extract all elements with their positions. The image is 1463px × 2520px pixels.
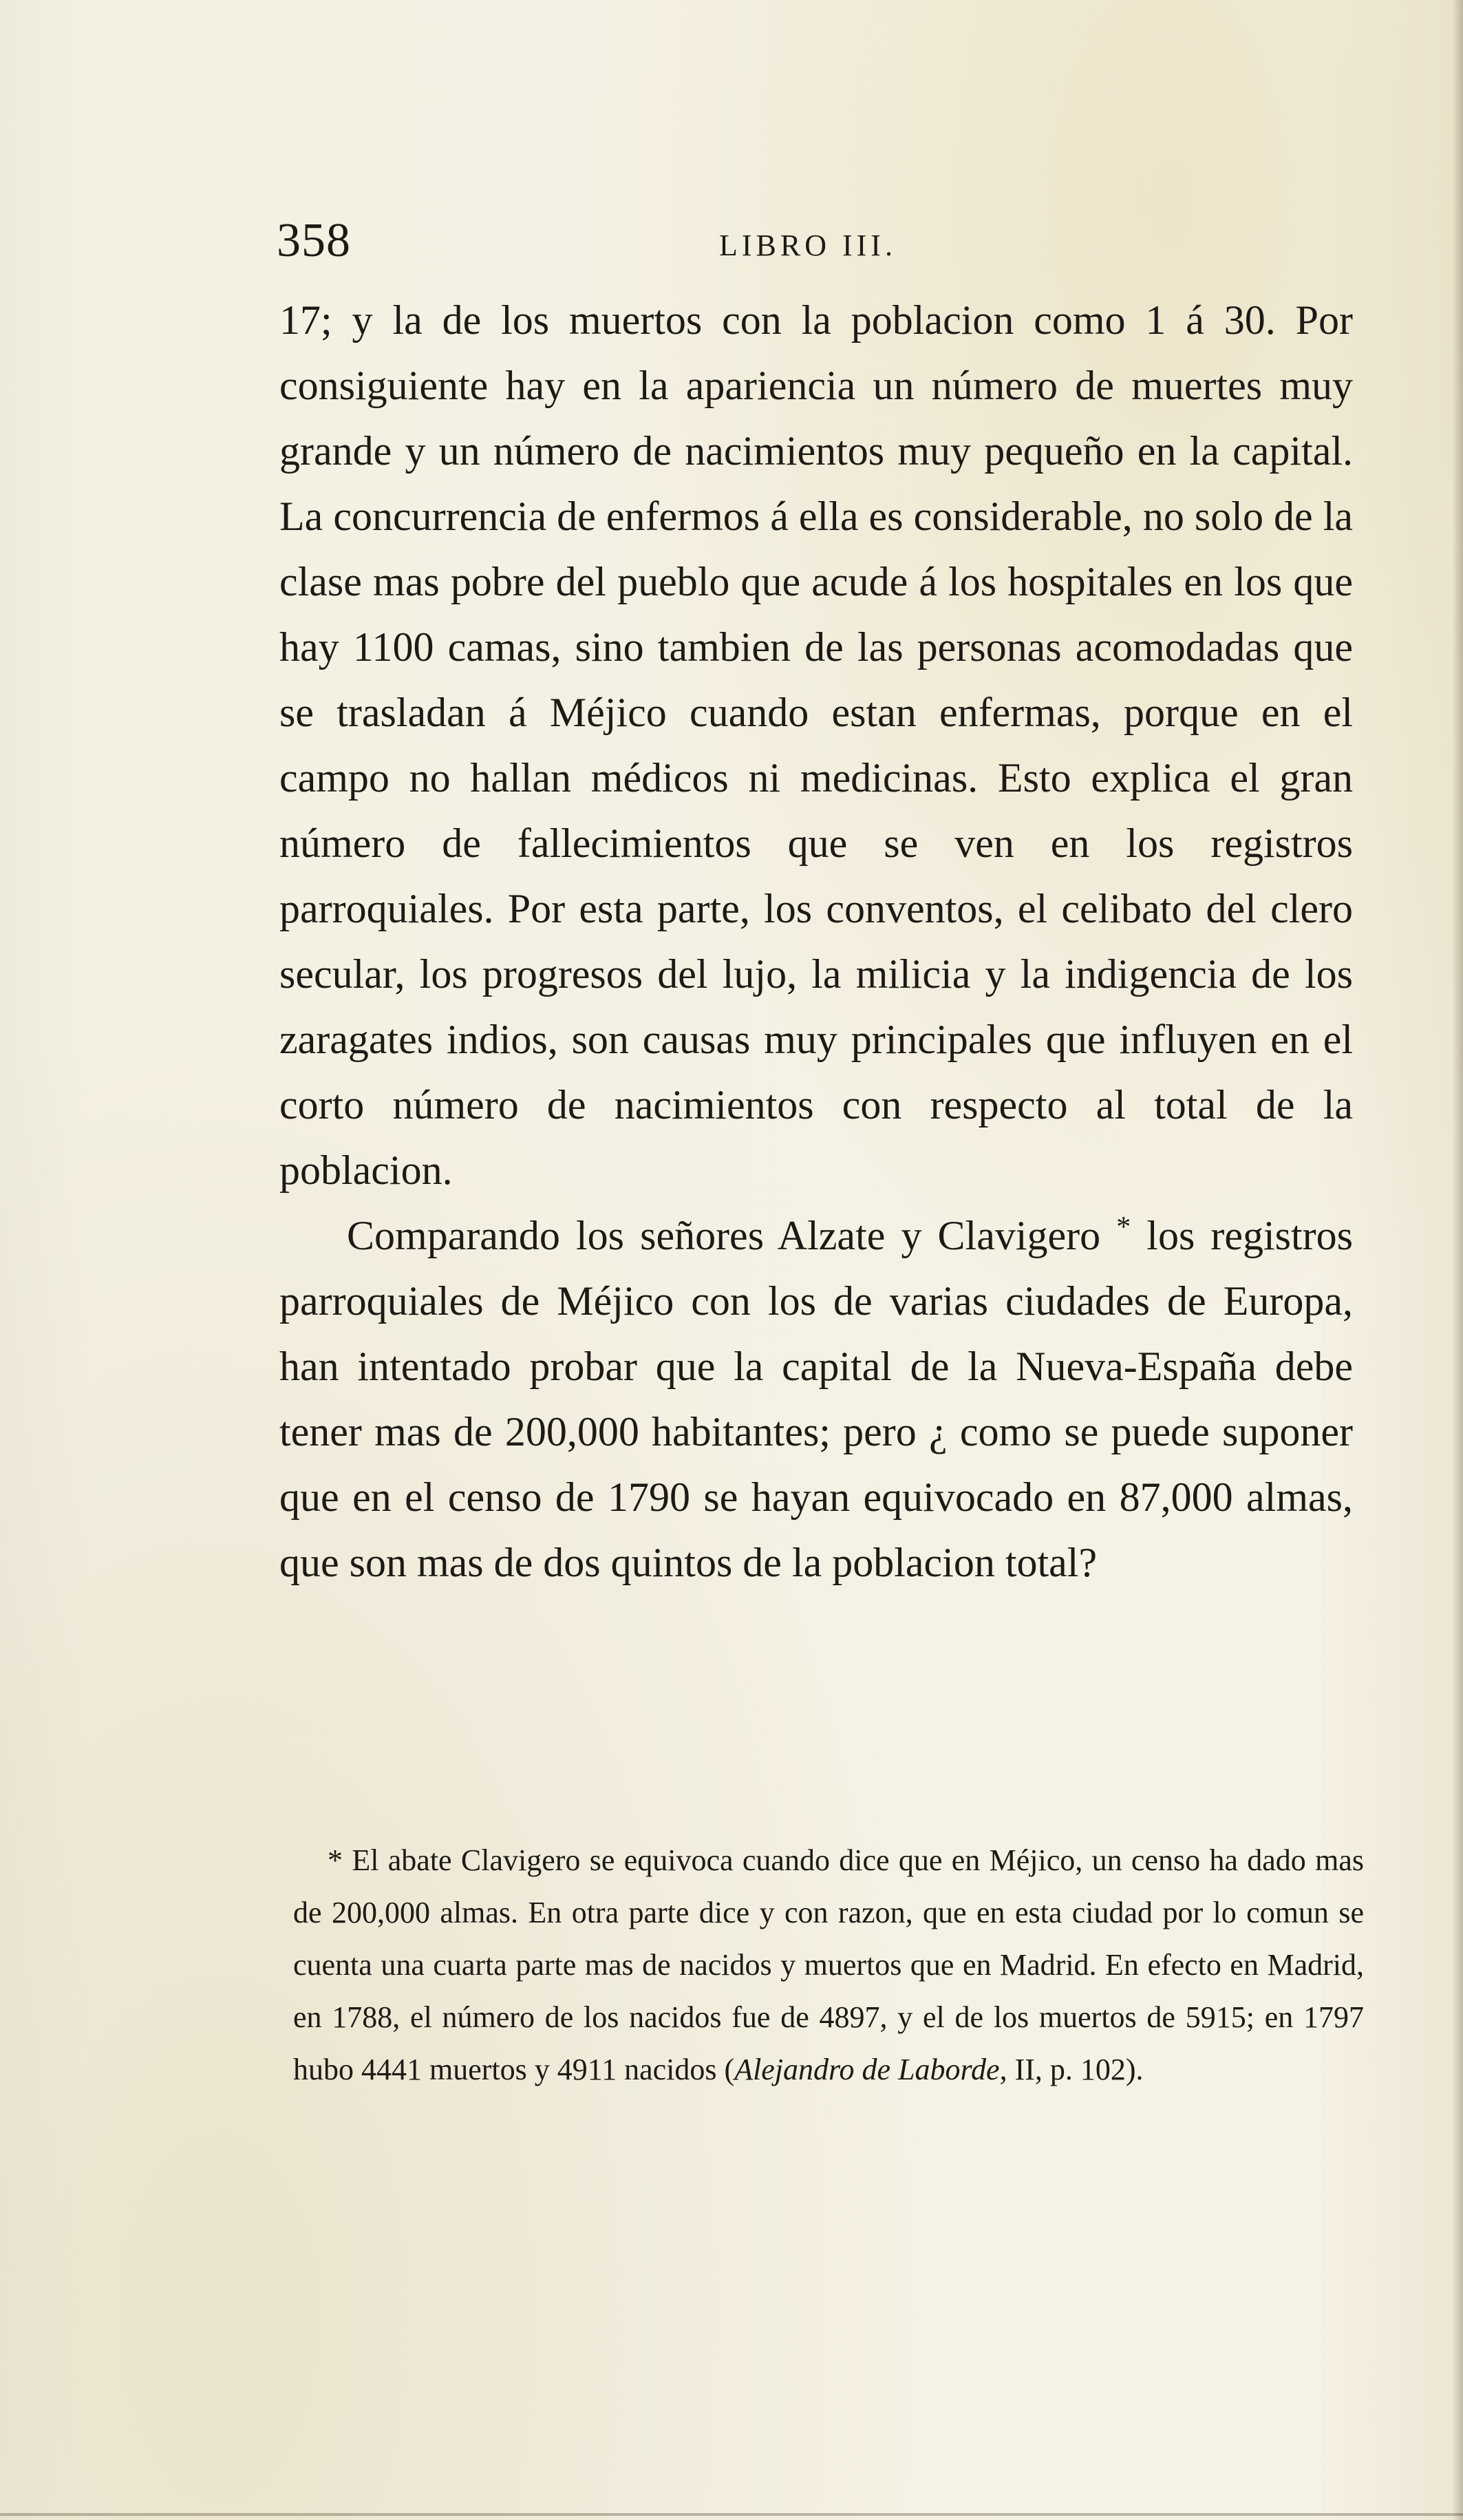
page-edge-shadow: [1452, 0, 1463, 2520]
footnote-text: El abate Clavigero se equivoca cuando dice que en Méjico, un censo ha dado mas de 200,000 almas. En otra parte dice y con razon, que en esta ciudad por lo comun se cuenta una cuarta parte mas de nacidos y muertos que en Madrid. En efecto en Madrid, en 1788, el número de los nacidos fue de 4897, y el de los muertos de 5915; en 1797 hubo 4441 muertos y 4911 nacidos (: [293, 1843, 1365, 2086]
running-head: LIBRO III.: [719, 229, 897, 262]
page-bottom-edge: [0, 2513, 1463, 2516]
paragraph-2-end: los registros parroquiales de Méjico con los de varias ciudades de Europa, han intentado probar que la capital de la Nueva-España debe tener mas de 200,000 habitantes; pero ¿ como se puede suponer que en el censo de 1790 se hayan equivocado en 87,000 almas, que son mas de dos quintos de la poblacion total?: [279, 1213, 1354, 1585]
footnote-reference: *: [1116, 1211, 1131, 1244]
footnote-citation: Alejandro de Laborde: [734, 2053, 1000, 2086]
paragraph-2: [279, 1203, 1353, 1596]
page-header: [277, 213, 1350, 275]
page-number: 358: [277, 214, 351, 267]
paragraph-1: 17; y la de los muertos con la poblacion como 1 á 30. Por consiguiente hay en la apariencia un número de muertes muy grande y un número de nacimientos muy pequeño en la capital. La concurrencia de enfermos á ella es considerable, no solo de la clase mas pobre del pueblo que acude á los hospitales en los que hay 1100 camas, sino tambien de las personas acomodadas que se trasladan á Méjico cuando estan enfermas, porque en el campo no hallan médicos ni medicinas. Esto explica el gran número de fallecimientos que se ven en los registros parroquiales. Por esta parte, los conventos, el celibato del clero secular, los progresos del lujo, la milicia y la indigencia de los zaragates indios, son causas muy principales que influyen en el corto número de nacimientos con respecto al total de la poblacion.: [279, 297, 1353, 1193]
paragraph-2-start: Comparando los señores Alzate y Clavigero: [347, 1213, 1101, 1258]
main-text: [279, 288, 1353, 1596]
footnote-text-end: , II, p. 102).: [999, 2053, 1144, 2086]
footnote: [293, 1834, 1364, 2096]
footnote-marker: *: [328, 1843, 343, 1877]
